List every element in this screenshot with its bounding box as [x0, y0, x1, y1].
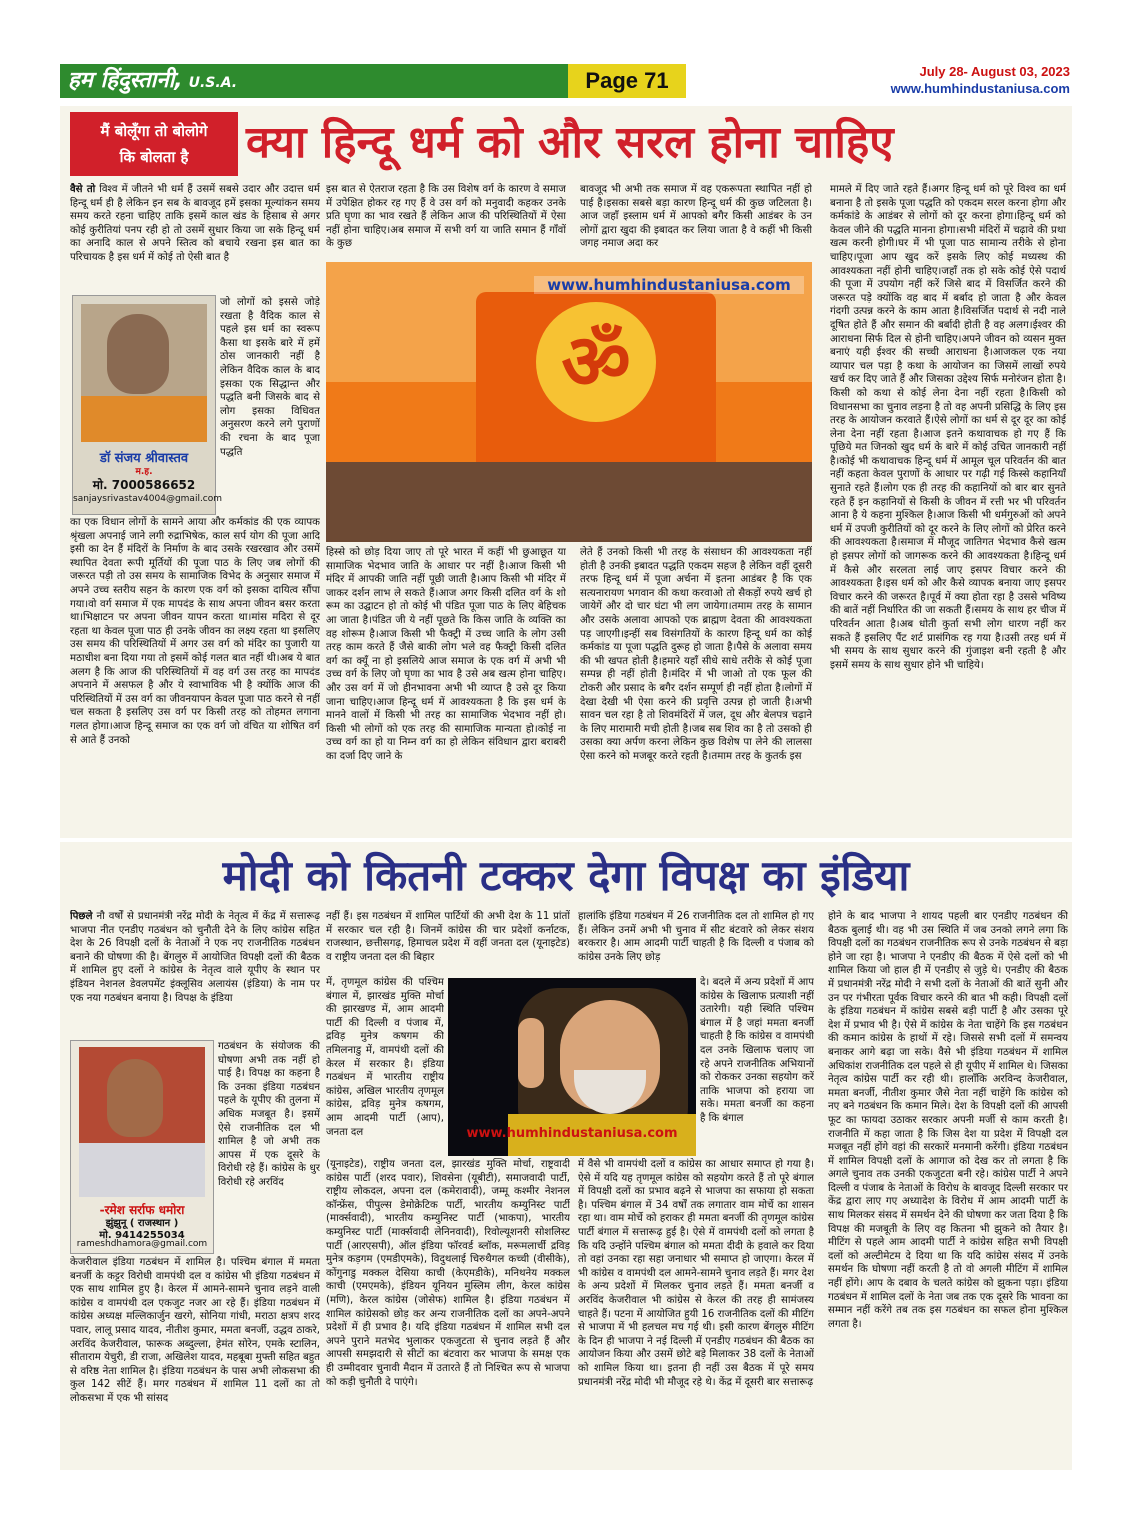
- column-tagline: [70, 112, 238, 176]
- article-1-col4: मामले में दिए जाते रहते हैं।अगर हिन्दू धर्म को पूरे विश्व का धर्म बनाना है तो इसके पूजा पद्धति को एकदम सरल करना होगा और कर्मकांडे के आडंबर से लोगों को दूर करना होगा।हिन्दू धर्म को केवल जीने की पद्धति मानना होगा।सभी मंदिरों में चढ़ावे की प्रथा खत्म करनी होगी।घर में भी पूजा पाठ सामान्य तरीके से होना चाहिए।पूजा आप खुद करें इसके लिए कोई मध्यस्थ की आवश्यकता नहीं होनी चाहिए।जहाँ तक हो सके कोई ऐसे पदार्थ की पूजा में उपयोग नहीं करें जिसे बाद में विसर्जित करने की जरूरत पड़े क्योंकि वह बाद में बर्बाद हो जाता है और केवल गंदगी उत्पन्न करने के काम आता है।विसर्जित पदार्थ से नदी नाले दूषित होते हैं और समान की बर्बादी होती है वह अलग।ईश्वर की आराधना सिर्फ दिल से होनी चाहिए।अपने जीवन को व्यसन मुक्त बनाएं यही ईश्वर की सच्ची आराधना है।आजकल एक नया व्यापार चल पड़ा है कथा के आयोजन का जिसमें लाखों रुपये खर्च कर दिए जाते हैं और जिसका उद्देश्य सिर्फ मनोरंजन होता है।किसी को कथा से कोई लेना देना नहीं रहता है।किसी को विधानसभा का चुनाव लड़ना है तो वह अपनी प्रसिद्धि के लिए इस तरह के आयोजन करवाते हैं।ऐसे लोगों का धर्म से दूर दूर का कोई लेना देना नहीं रहता है।आज इतने कथावाचक हो गए हैं कि पूछिये मत जिनको खुद धर्म के बारे में कोई उचित जानकारी नहीं है।कोई भी कथावाचक हिन्दू धर्म में आमूल चूल परिवर्तन की बात नहीं कहता केवल पुराणों के आधार पर गढ़ी गई किस्से कहानियाँ सुनाते रहते हैं।लोग एक ही तरह की कहानियों को बार बार सुनते रहते हैं इन कहानियों से किसी के जीवन में रत्ती भर भी परिवर्तन आना है ये कहना मुश्किल है।आज किसी भी धर्मगुरुओं को अपने धर्म में उपजी कुरीतियों को दूर करने के लिए लोगों को प्रेरित करने की आवश्यकता है।समाज में मौजूद जातिगत भेदभाव कैसे खत्म हो इसपर लोगों को जागरूक करने की आवश्यकता है।हिन्दू धर्म में कैसे और सरलता लाई जाए इसपर विचार करने की आवश्यकता है।इस धर्म को और कैसे व्यापक बनाया जाए इसपर विचार करने की जरूरत है।पूर्व में क्या होता रहा है उससे भविष्य की बातें नहीं निर्धारित की जा सकती हैं।समय के साथ हर चीज में परिवर्तन आता है।अब धोती कुर्ता सभी लोग धारण नहीं कर सकते हैं इसलिए पैंट शर्ट प्रासंगिक रह गया है।उसी तरह धर्म में भी समय के साथ सुधार करने की गुंजाइश बनी रहती है और इसमें समय के साथ सुधार होने भी चाहिये।: [830, 184, 1066, 671]
- thumbs-up-icon: [518, 1018, 544, 1088]
- issue-date: July 28- August 03, 2023: [919, 64, 1070, 79]
- article-1-col1-bottom: का एक विधान लोगों के सामने आया और कर्मकांड की एक व्यापक श्रृंखला अपनाई जाने लगी रुद्राभिषेक, काल सर्प योग की पूजा आदि इसी का देन हैं मंदिरों के निर्माण के बाद उसके रखरखाव और उसमें स्थापित देवता रूपी मूर्तियों की पूजा पाठ के लिए जब लोगों की जरूरत पड़ी तो उस समय के सामाजिक विभेद के अनुसार समाज में अपने उच्च स्तरीय सहन के कारण एक वर्ग को इसका दायित्व सौंपा गया।वो वर्ग समाज में एक मापदंड के साथ अपना जीवन बसर करता था।भिक्षाटन पर अपना जीवन यापन करता था।मांस मदिरा से दूर रहता था केवल पूजा पाठ ही उनके जीवन का लक्ष्य रहता था इसलिए उस समय की परिस्थितियों में अगर उस वर्ग को मंदिर का पुजारी या मठाधीश बना दिया गया तो इसमें कोई गलत बात नहीं थी।अब ये बात अलग है कि आज की परिस्थितियों में वह वर्ग उस तरह का मापदंड अपनाने में असफल है और ये स्वाभाविक भी है क्योंकि आज की परिस्थितियों में उस वर्ग का जीवनयापन केवल पूजा पाठ करने से नहीं चल सकता है इसलिए उस वर्ग पर किसी तरह को तोहमत लगाना गलत होगा।आज हिन्दू समाज का एक वर्ग जो वंचित या शोषित वर्ग से आते हैं उनको: [70, 517, 320, 746]
- masthead-title: हम हिंदुस्तानी,: [68, 68, 183, 93]
- article-2-col3-side: दे। बदले में अन्य प्रदेशों में आप कांग्रेस के खिलाफ प्रत्याशी नहीं उतारेगी। यही स्थिति पश्चिम बंगाल में है जहां ममता बनर्जी चाहती है कि कांग्रेस व वामपंथी दल उनके खिलाफ चलाए जा रहे अपने राजनीतिक अभियानों को रोककर उनका सहयोग करें ताकि भाजपा को हराया जा सके। ममता बनर्जी का कहना है कि बंगाल: [700, 977, 814, 1124]
- saffron-flag-photo: [326, 262, 812, 542]
- author-photo-shirt: [79, 1143, 205, 1197]
- photo-watermark: www.humhindustaniusa.com: [534, 276, 804, 294]
- author-email[interactable]: rameshdhamora@gmail.com: [76, 1239, 208, 1249]
- masthead: [60, 64, 360, 98]
- tagline-line-2: कि बोलता है: [119, 148, 189, 166]
- photo-watermark: www.humhindustaniusa.com: [466, 1126, 678, 1141]
- article-2-col1-top: [70, 910, 320, 1038]
- om-symbol-icon: ॐ: [536, 302, 656, 422]
- tagline-line-1: मैं बोलूँगा तो बोलोगे: [100, 122, 208, 140]
- author-email[interactable]: sanjaysrivastav4004@gmail.com: [73, 494, 223, 504]
- article-2-col4: होने के बाद भाजपा ने शायद पहली बार एनडीए गठबंधन की बैठक बुलाई थी। वह भी उस स्थिति में जब उनको लगने लगा कि विपक्षी दलों का गठबंधन राजनीतिक रूप से उनके गठबंधन से बड़ा होने जा रहा है। भाजपा ने एनडीए की बैठक में ऐसे दलों को भी शामिल किया जो हाल ही में एनडीए से जुड़े थे। एनडीए की बैठक में प्रधानमंत्री नरेंद्र मोदी ने सभी दलों के नेताओं की बातें सुनी और उन पर गंभीरता पूर्वक विचार करने की बात भी कही। विपक्षी दलों के इंडिया गठबंधन में कांग्रेस सबसे बड़ी पार्टी है और उसका पूरे देश में प्रभाव भी है। ऐसे में कांग्रेस के नेता चाहेंगे कि इस गठबंधन की कमान कांग्रेस के हाथों में रहे। जिससे सभी दलों में समन्वय बनाकर आगे बढ़ा जा सके। वैसे भी इंडिया गठबंधन में शामिल अधिकांश राजनीतिक दल पहले से ही यूपीए में शामिल थे। जिसका नेतृत्व कांग्रेस पार्टी कर रही थी। हालाँकि अरविन्द केजरीवाल, ममता बनर्जी, नीतीश कुमार जैसे नेता नहीं चाहेंगे कि कांग्रेस को नए बने गठबंधन कि कमान मिले। देश के विपक्षी दलों की आपसी फूट का फायदा उठाकर सरकार अपनी मर्जी से काम करती है। राजनीति में कहा जाता है कि जिस देश या प्रदेश में विपक्षी दल मजबूत नहीं होंगे वहां की सरकारें मनमानी करेंगी। इंडिया गठबंधन में शामिल विपक्षी दलों के आगाज को देख कर तो लगता है कि अगले चुनाव तक उनकी एकजुटता बनी रहे। कांग्रेस पार्टी ने अपने दिल्ली व पंजाब के नेताओं के विरोध के बावजूद दिल्ली सरकार पर केंद्र द्वारा लाए गए अध्यादेश के विरोध में आम आदमी पार्टी के साथ मिलकर संसद में समर्थन देने की घोषणा कर जता दिया है कि विपक्ष की मजबूती के लिए वह कितना भी झुकने को तैयार है। मीटिंग से पहले आम आदमी पार्टी ने कांग्रेस सहित सभी विपक्षी दलों को अल्टीमेटम दे दिया था कि यदि कांग्रेस संसद में उनके समर्थन कि घोषणा नहीं करती है तो वो अगली मीटिंग में शामिल नहीं होंगे। आप के दबाव के चलते कांग्रेस को झुकना पड़ा। इंडिया गठबंधन में शामिल दलों के नेता जब तक एक दूसरे कि भावना का सम्मान नहीं करेंगे तब तक इस गठबंधन का सफल होना मुश्किल लगता है।: [828, 911, 1068, 1330]
- masthead-usa: U.S.A.: [188, 75, 238, 91]
- website-link[interactable]: www.humhindustaniusa.com: [890, 81, 1070, 96]
- article-1-col1-top: [70, 183, 320, 295]
- article-2-col2-bottom: (यूनाइटेड), राष्ट्रीय जनता दल, झारखंड मुक्ति मोर्चा, राष्ट्रवादी कांग्रेस पार्टी (शरद पवार), शिवसेना (यूबीटी), समाजवादी पार्टी, राष्ट्रीय लोकदल, अपना दल (कमेरावादी), जम्मू कश्मीर नेशनल कॉन्फ्रेंस, पीपुल्स डेमोक्रेटिक पार्टी, भारतीय कम्युनिस्ट पार्टी (मार्क्सवादी), भारतीय कम्युनिस्ट पार्टी (भाकपा), भारतीय कम्युनिस्ट पार्टी (मार्क्सवादी लेनिनवादी), रिवोल्यूशनरी सोशलिस्ट पार्टी (आरएसपी), ऑल इंडिया फॉरवर्ड ब्लॉक, मरूमलार्ची द्रविड़ मुनेत्र कड़गम (एमडीएमके), विदुथलाई चिरुथैगल कच्ची (वीसीके), कोंगुनाडु मक्कल देसिया काची (केएमडीके), मनिथनेय मक्कल काची (एमएमके), इंडियन यूनियन मुस्लिम लीग, केरल कांग्रेस (मणि), केरल कांग्रेस (जोसेफ) शामिल है। इंडिया गठबंधन में शामिल कांग्रेसको छोड़ कर अन्य राजनीतिक दलों का अपने-अपने प्रदेशों में ही प्रभाव है। यदि इंडिया गठबंधन में शामिल सभी दल अपने पुराने मतभेद भुलाकर एकजुटता से चुनाव लड़ते हैं और आपसी समझदारी से सीटों का बंटवारा कर भाजपा के समक्ष एक ही उम्मीदवार चुनावी मैदान में उतारते हैं तो निश्चित रूप से भाजपा को कड़ी चुनौती दे पाएंगे।: [326, 1159, 570, 1388]
- article-1-col2-bottom: हिस्से को छोड़ दिया जाए तो पूरे भारत में कहीं भी छुआछूत या सामाजिक भेदभाव जाति के आधार पर नहीं है।आज किसी भी मंदिर में आपकी जाति नहीं पूछी जाती है।आप किसी भी मंदिर में जाकर दर्शन लाभ ले सकते हैं।आज अगर किसी दलित वर्ग के शो रूम का उद्घाटन हो तो कोई भी पंडित पूजा पाठ के लिए बेहिचक आ जाता है।पंडित जी ये नहीं पूछते कि किस जाति के व्यक्ति का वह शोरूम है।आज किसी भी फैक्ट्री में उच्च जाति के लोग उसी तरह काम करते हैं जैसे बाकी लोग भले वह फैक्ट्री किसी दलित वर्ग का क्यूँ ना हो इसलिये आज समाज के एक वर्ग में अभी भी उच्च वर्ग के लिए जो घृणा का भाव है उसे अब खत्म होना चाहिए।और उस वर्ग में जो हीनभावना अभी भी व्याप्त है उसे दूर किया जाना चाहिए।आज हिन्दू धर्म में आवश्यकता है कि इस धर्म के मानने वालों में किसी भी तरह का सामाजिक भेदभाव नहीं हो।किसी भी लोगों को एक तरह की सामाजिक मान्यता हो।कोई ना उच्च वर्ग का हो या निम्न वर्ग का हो लेकिन संविधान द्वारा बराबरी का दर्जा दिए जाने के: [326, 547, 566, 762]
- author-name: -रमेश सर्राफ धमोरा: [99, 1203, 185, 1217]
- politician-photo: [448, 978, 696, 1156]
- article-2-col1-side: गठबंधन के संयोजक की घोषणा अभी तक नहीं हो पाई है। विपक्ष का कहना है कि उनका इंडिया गठबंधन पहले के यूपीए की तुलना में अधिक मजबूत है। इसमें ऐसे राजनीतिक दल भी शामिल है जो अभी तक आपस में एक दूसरे के विरोधी रहे हैं। कांग्रेस के धुर विरोधी रहे अरविंद: [218, 1041, 320, 1188]
- author-photo-shirt: [81, 396, 207, 442]
- paragraph: नौ वर्षों से प्रधानमंत्री नरेंद्र मोदी के नेतृत्व में केंद्र में सत्तारूढ़ भाजपा नीत एनडीए गठबंधन को चुनौती देने के लिए कांग्रेस सहित देश के 26 विपक्षी दलों के नेताओं ने एक नए राजनीतिक गठबंधन बनाने की घोषणा की है। बेंगलुरु में आयोजित विपक्षी दलों की बैठक में शामिल हुए दलों ने कांग्रेस के नेतृत्व वाले यूपीए के स्थान पर इंडियन नेशनल डेवलपमेंट इंक्लूसिव अलायंस (इंडिया) के नाम पर एक नया गठबंधन बनाया है। विपक्ष के इंडिया: [70, 911, 320, 1004]
- article-2-headline: मोदी को कितनी टक्कर देगा विपक्ष का इंडिया: [222, 851, 910, 900]
- article-1-col3-bottom: लेते हैं उनको किसी भी तरह के संसाधन की आवश्यकता नहीं होती है उनकी इबादत पद्धति एकदम सहज है लेकिन वहीं दूसरी तरफ हिन्दू धर्म में पूजा अर्चना में इतना आडंबर है कि एक सत्यनारायण भगवान की कथा करवाओ तो सैकड़ों रुपये खर्च हो जायेगें और दो चार घंटा भी लग जायेगा।तमाम तरह के सामान और उसके अलावा आपको एक ब्राह्मण देवता की आवश्यकता पड़ जाएगी।इन्हीं सब विसंगतियों के कारण हिन्दू धर्म का कोई कर्मकांड या पूजा पद्धति दुरूह हो जाता है।पैसे के अलावा समय की भी खपत होती है।हमारे यहाँ सीधे साधे तरीके से कोई पूजा सम्पन्न ही नहीं होती है।मंदिर में भी जाओ तो एक फूल की टोकरी और प्रसाद के बगैर दर्शन सम्पूर्ण ही नहीं होता है।लोगों में देखा देखी भी ऐसा करने की प्रवृत्ति उत्पन्न हो जाती है।अभी सावन चल रहा है तो शिवमंदिरों में जल, दूध और बेलपत्र चढ़ाने के लिए मारामारी मची होती है।जब सब शिव का है तो उसको ही उसका क्या अर्पण करना लेकिन कुछ विशेष पा लेने की लालसा ऐसा करने को मजबूर करते रहती है।तमाम तरह के कुतर्क इस: [580, 547, 812, 762]
- article-2-col3-top: हालांकि इंडिया गठबंधन में 26 राजनीतिक दल तो शामिल हो गए हैं। लेकिन उनमें अभी भी चुनाव में सीट बंटवारे को लेकर संशय बरकरार है। आम आदमी पार्टी चाहती है कि दिल्ली व पंजाब को कांग्रेस उनके लिए छोड़: [578, 911, 814, 963]
- article-2-col3-bottom: में वैसे भी वामपंथी दलों व कांग्रेस का आधार समाप्त हो गया है। ऐसे में यदि यह तृणमूल कांग्रेस को सहयोग करते हैं तो पूरे बंगाल में विपक्षी दलों का प्रभाव बढ़ने से भाजपा का सफाया हो सकता है। पश्चिम बंगाल में 34 वर्षों तक लगातार वाम मोर्चे का शासन रहा था। वाम मोर्चे को हराकर ही ममता बनर्जी की तृणमूल कांग्रेस पार्टी बंगाल में सत्तारूढ़ हुई है। ऐसे में वामपंथी दलों को लगता है कि यदि उन्होंने पश्चिम बंगाल को ममता दीदी के हवाले कर दिया तो वहां उनका रहा सहा जनाधार भी समाप्त हो जाएगा। केरल में भी कांग्रेस व वामपंथी दल आमने-सामने चुनाव लड़ते हैं। मगर देश के अन्य प्रदेशों में मिलकर चुनाव लड़ते हैं। ममता बनर्जी व अरविंद केजरीवाल भी कांग्रेस से केरल की तरह ही सामंजस्य चाहते हैं। पटना में आयोजित हुयी 16 राजनीतिक दलों की मीटिंग से भाजपा में भी हलचल मच गई थी। इसी कारण बेंगलुरु मीटिंग के दिन ही भाजपा ने नई दिल्ली में एनडीए गठबंधन की बैठक का आयोजन किया और उसमें छोटे बड़े मिलाकर 38 दलों के नेताओं को शामिल किया था। इतना ही नहीं उस बैठक में पूरे समय प्रधानमंत्री नरेंद्र मोदी भी मौजूद रहे थे। केंद्र में दूसरी बार सत्तारूढ़: [578, 1159, 814, 1388]
- author-role: म.ह.: [135, 467, 153, 477]
- article-1-headline: क्या हिन्दू धर्म को और सरल होना चाहिए: [246, 117, 894, 168]
- author-location: झुंझुनू ( राजस्थान ): [105, 1218, 179, 1229]
- header-rule: [360, 64, 568, 98]
- author-card: [70, 1040, 214, 1254]
- author-card: [72, 295, 223, 515]
- author-phone: मो. 9414255034: [99, 1230, 185, 1241]
- author-photo-face: [107, 314, 169, 394]
- article-1-col2-top: इस बात से ऐतराज रहता है कि उस विशेष वर्ग के कारण वे समाज में उपेक्षित होकर रह गए हैं वे उस वर्ग को मनुवादी कहकर उनके प्रति घृणा का भाव रखते हैं लेकिन आज की परिस्थितियों में ऐसा नहीं होना चाहिए।अब समाज में सभी वर्ग या जाति समान हैं गाँवों के कुछ: [326, 184, 566, 250]
- article-2-col1-bottom: केजरीवाल इंडिया गठबंधन में शामिल है। पश्चिम बंगाल में ममता बनर्जी के कट्टर विरोधी वामपंथी दल व कांग्रेस भी इंडिया गठबंधन में एक साथ शामिल हुए है। केरल में आमने-सामने चुनाव लड़ने वाली कांग्रेस व वामपंथी दल एकजुट नजर आ रहे हैं। इंडिया गठबंधन में कांग्रेस अध्यक्ष मल्लिकार्जुन खरगे, सोनिया गांधी, मराठा क्षत्रप शरद पवार, लालू प्रसाद यादव, नीतीश कुमार, ममता बनर्जी, उद्धव ठाकरे, अरविंद केजरीवाल, फारूक अब्दुल्ला, हेमंत सोरेन, एमके स्टालिन, सीताराम येचुरी, डी राजा, अखिलेश यादव, महबूबा मुफ्ती सहित बहुत से वरिष्ठ नेता शामिल है। इंडिया गठबंधन के पास अभी लोकसभा की कुल 142 सीटें हैं। मगर गठबंधन में शामिल 11 दलों का तो लोकसभा में एक भी सांसद: [70, 1257, 320, 1404]
- paragraph: विश्व में जीतने भी धर्म हैं उसमें सबसे उदार और उदात्त धर्म हिन्दू धर्म ही है लेकिन इन सब के बावजूद हमें इसका मूल्यांकन समय समय करते रहना चाहिए ताकि इसमें काल खंड के हिसाब से अगर कोई कुरीतियां पनप रही हो तो उसमें सुधार किया जा सके हिन्दू धर्म का अनादि काल से अपने स्तित्व को बचाये रखना इस बात का परिचायक है इस धर्म में कोई तो ऐसी बात है: [70, 184, 320, 263]
- article-1-col3-top: बावजूद भी अभी तक समाज में वह एकरूपता स्थापित नहीं हो पाई है।इसका सबसे बड़ा कारण हिन्दू धर्म की कुछ जटिलता है।आज जहाँ इस्लाम धर्म में आपको बगैर किसी आडंबर के उन लोगों द्वारा खुदा की इबादत कर लिया जाता है वे कहीं भी किसी जगह नमाज अदा कर: [580, 184, 812, 250]
- author-photo-face: [107, 1059, 163, 1137]
- crowd-shape: [326, 462, 812, 542]
- lead-word: पिछले: [70, 911, 93, 922]
- article-2-col2-top: नहीं हैं। इस गठबंधन में शामिल पार्टियों की अभी देश के 11 प्रांतों में सरकार चल रही है। जिनमें कांग्रेस की चार प्रदेशों कर्नाटक, राजस्थान, छत्तीसगढ़, हिमाचल प्रदेश में वहीं जनता दल (यूनाइटेड) व राष्ट्रीय जनता दल की बिहार: [326, 911, 570, 963]
- lead-word: वैसे तो: [70, 184, 96, 195]
- author-phone: मो. 7000586652: [92, 478, 196, 492]
- page-number: Page 71: [568, 64, 686, 98]
- author-name: डॉ संजय श्रीवास्तव: [99, 451, 189, 466]
- article-2-col2-side: में, तृणमूल कांग्रेस की पश्चिम बंगाल में, झारखंड मुक्ति मोर्चा की झारखण्ड में, आम आदमी पार्टी की दिल्ली व पंजाब में, द्रविड़ मुनेत्र कषगम की तमिलनाडु में, वामपंथी दलों की केरल में सरकार है। इंडिया गठबंधन में भारतीय राष्ट्रीय कांग्रेस, अखिल भारतीय तृणमूल कांग्रेस, द्रविड़ मुनेत्र कषगम, आम आदमी पार्टी (आप), जनता दल: [326, 977, 444, 1138]
- article-1-col1-side: जो लोगों को इससे जोड़े रखता है वैदिक काल से पहले इस धर्म का स्वरूप कैसा था इसके बारे में हमें ठोस जानकारी नहीं है लेकिन वैदिक काल के बाद इसका एक सिद्धान्त और पद्धति बनी जिसके बाद से लोग इसका विधिवत अनुसरण करने लगे पुराणों की रचना के बाद पूजा पद्धति: [220, 297, 320, 458]
